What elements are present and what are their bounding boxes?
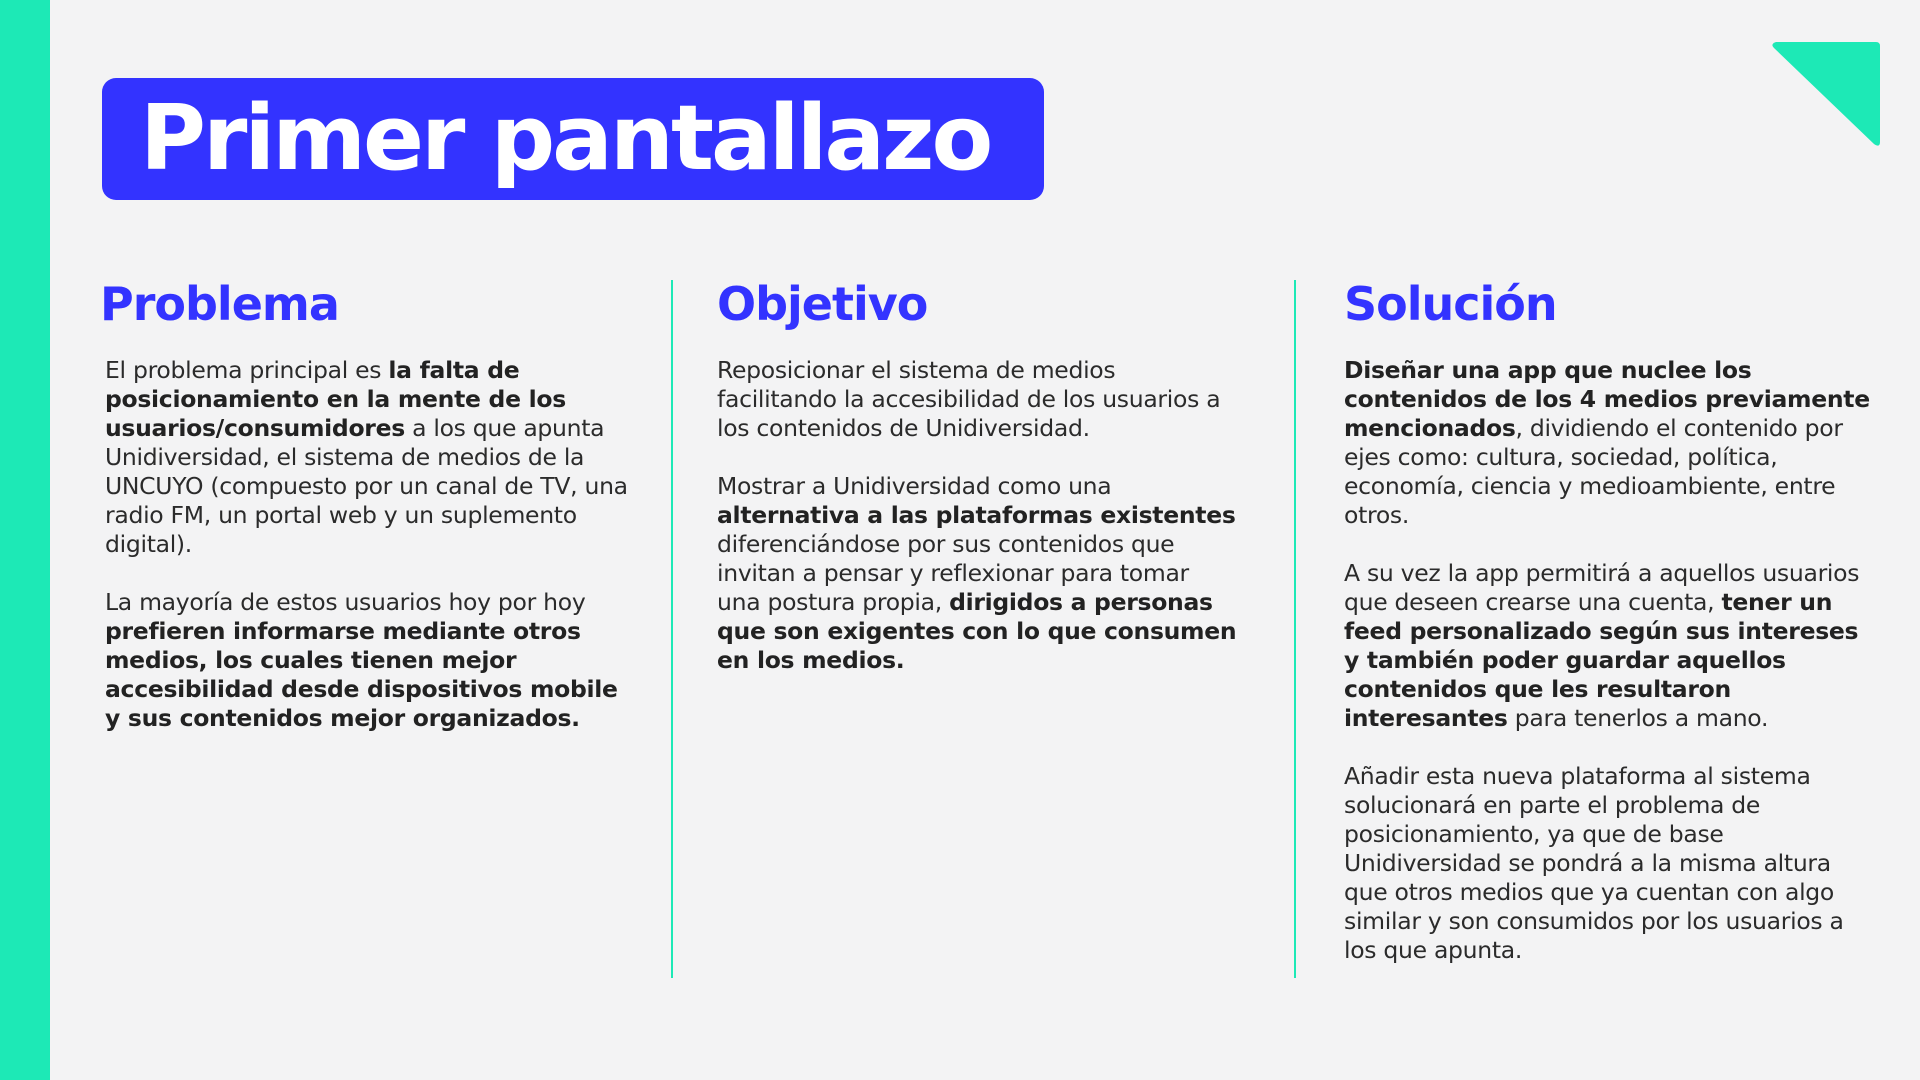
- title-banner: [102, 78, 1044, 200]
- solucion-p1-bold: Diseñar una app que nuclee los contenidos de los 4 medios previamente mencionados: [1344, 356, 1870, 442]
- objetivo-p1-text-a: Reposicionar el sistema de medios facilitando la accesibilidad de los usuarios a los contenidos de Unidiversidad.: [717, 356, 1221, 442]
- objetivo-p2-text-c: diferenciándose por sus contenidos que invitan a pensar y reflexionar para tomar una postura propia,: [717, 530, 1189, 616]
- solucion-paragraph-1: [1344, 356, 1872, 530]
- solucion-paragraph-3: [1344, 762, 1872, 965]
- solucion-column: [1344, 276, 1872, 994]
- objetivo-p2-bold-b: alternativa a las plataformas existentes: [717, 501, 1236, 529]
- solucion-p1-text-b: , dividiendo el contenido por ejes como: cultura, sociedad, política, economía, ciencia y medioambiente, entre otros.: [1344, 414, 1843, 529]
- solucion-p2-text-a: A su vez la app permitirá a aquellos usuarios que deseen crearse una cuenta,: [1344, 559, 1860, 616]
- problema-p2-text-a: La mayoría de estos usuarios hoy por hoy: [105, 588, 586, 616]
- corner-triangle-decoration: [1770, 38, 1882, 148]
- objetivo-paragraph-1: [717, 356, 1239, 443]
- solucion-p2-text-c: para tenerlos a mano.: [1507, 704, 1769, 732]
- problema-p2-bold: prefieren informarse mediante otros medios, los cuales tienen mejor accesibilidad desde dispositivos mobile y sus contenidos mejor organizados.: [105, 617, 618, 732]
- objetivo-p2-text-a: Mostrar a Unidiversidad como una: [717, 472, 1112, 500]
- objetivo-p2-bold-d: dirigidos a personas que son exigentes con lo que consumen en los medios.: [717, 588, 1237, 674]
- column-divider-2: [1294, 280, 1296, 978]
- page-title: Primer pantallazo: [140, 86, 991, 191]
- objetivo-column: [717, 276, 1239, 704]
- column-divider-1: [671, 280, 673, 978]
- problema-p1-text-a: El problema principal es: [105, 356, 389, 384]
- problema-column: [100, 276, 628, 762]
- left-accent-bar: [0, 0, 50, 1080]
- solucion-paragraph-2: [1344, 559, 1872, 733]
- problema-p1-text-c: a los que apunta Unidiversidad, el sistema de medios de la UNCUYO (compuesto por un canal de TV, una radio FM, un portal web y un suplemento digital).: [105, 414, 628, 558]
- solucion-heading: Solución: [1344, 277, 1557, 331]
- problema-paragraph-1: [100, 356, 628, 559]
- solucion-p2-bold: tener un feed personalizado según sus intereses y también poder guardar aquellos contenidos que les resultaron interesantes: [1344, 588, 1859, 732]
- problema-paragraph-2: [100, 588, 628, 733]
- solucion-p3-text-a: Añadir esta nueva plataforma al sistema solucionará en parte el problema de posicionamiento, ya que de base Unidiversidad se pondrá a la misma altura que otros medios que ya cuentan con algo similar y son consumidos por los usuarios a los que apunta.: [1344, 762, 1844, 964]
- problema-heading: Problema: [100, 277, 339, 331]
- objetivo-heading: Objetivo: [717, 277, 928, 331]
- problema-p1-bold: la falta de posicionamiento en la mente de los usuarios/consumidores: [105, 356, 566, 442]
- objetivo-paragraph-2: [717, 472, 1239, 675]
